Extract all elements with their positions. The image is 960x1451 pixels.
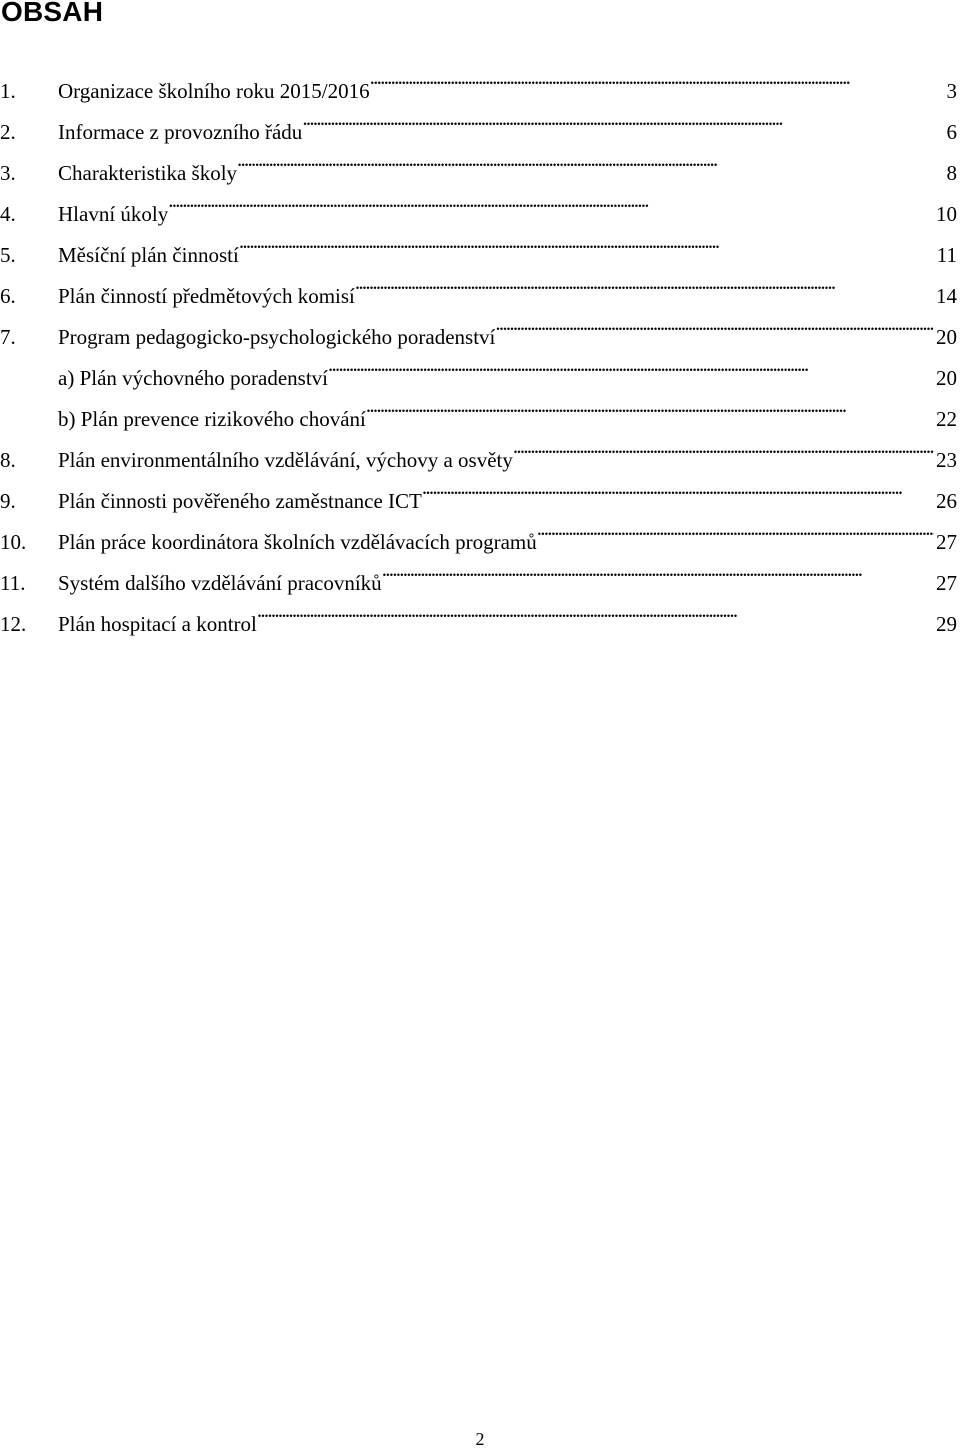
dot-leader (495, 303, 934, 344)
toc-entry-page: 14 (936, 284, 957, 308)
toc-entry-page: 29 (936, 612, 957, 636)
toc-entry-number: 10. (0, 530, 27, 554)
toc-entry-page: 27 (936, 530, 957, 554)
dot-leader (513, 426, 934, 467)
dot-leader (302, 98, 944, 139)
toc-entry-label: a) Plán výchovného poradenství (58, 366, 329, 390)
toc-entry-label: Měsíční plán činností (58, 243, 239, 267)
toc-entry-number: 9. (0, 489, 16, 513)
dot-leader (382, 549, 934, 590)
toc-entry-page: 8 (946, 161, 957, 185)
toc-entry-label: Systém dalšího vzdělávání pracovníků (58, 571, 382, 595)
dot-leader (355, 262, 934, 303)
toc-entry-label: Charakteristika školy (58, 161, 238, 185)
toc-entry-label: Plán činností předmětových komisí (58, 284, 355, 308)
toc-entry-label: Plán činnosti pověřeného zaměstnance ICT (58, 489, 422, 513)
toc-entry-number: 11. (0, 571, 26, 595)
dot-leader (370, 57, 945, 98)
toc-entry-number: 1. (0, 79, 16, 103)
toc-entry-page: 20 (936, 366, 957, 390)
toc-entry-page: 22 (936, 407, 957, 431)
toc-entry-label: Plán hospitací a kontrol (58, 612, 257, 636)
toc-entry-page: 27 (936, 571, 957, 595)
dot-leader (168, 180, 934, 221)
dot-leader (239, 221, 935, 262)
toc-entry-label: b) Plán prevence rizikového chování (58, 407, 366, 431)
toc-entry-number: 5. (0, 243, 16, 267)
table-of-contents (0, 57, 957, 636)
toc-entry-page: 20 (936, 325, 957, 349)
dot-leader (237, 139, 944, 180)
toc-entry-page: 26 (936, 489, 957, 513)
toc-entry-number: 6. (0, 284, 16, 308)
toc-entry-page: 3 (946, 79, 957, 103)
toc-entry[interactable] (0, 57, 957, 103)
toc-entry-number: 3. (0, 161, 16, 185)
toc-entry-number: 4. (0, 202, 16, 226)
dot-leader (537, 508, 934, 549)
toc-entry-number: 8. (0, 448, 16, 472)
page-number: 2 (475, 1429, 485, 1449)
toc-entry-page: 23 (936, 448, 957, 472)
toc-entry-page: 6 (946, 120, 957, 144)
dot-leader (328, 344, 934, 385)
toc-entry-number: 7. (0, 325, 16, 349)
toc-entry-page: 11 (936, 243, 957, 267)
dot-leader (257, 590, 934, 631)
toc-entry-label: Hlavní úkoly (58, 202, 169, 226)
toc-entry-page: 10 (936, 202, 957, 226)
toc-entry-label: Informace z provozního řádu (58, 120, 303, 144)
dot-leader (422, 467, 934, 508)
page-title: OBSAH (1, 0, 104, 27)
toc-entry-label: Organizace školního roku 2015/2016 (58, 79, 370, 103)
toc-entry-number: 12. (0, 612, 27, 636)
toc-entry-number: 2. (0, 120, 16, 144)
dot-leader (366, 385, 934, 426)
toc-entry-label: Plán práce koordinátora školních vzdělávacích programů (58, 530, 537, 554)
toc-entry-label: Program pedagogicko-psychologického poradenství (58, 325, 496, 349)
toc-entry-label: Plán environmentálního vzdělávání, výchovy a osvěty (58, 448, 513, 472)
